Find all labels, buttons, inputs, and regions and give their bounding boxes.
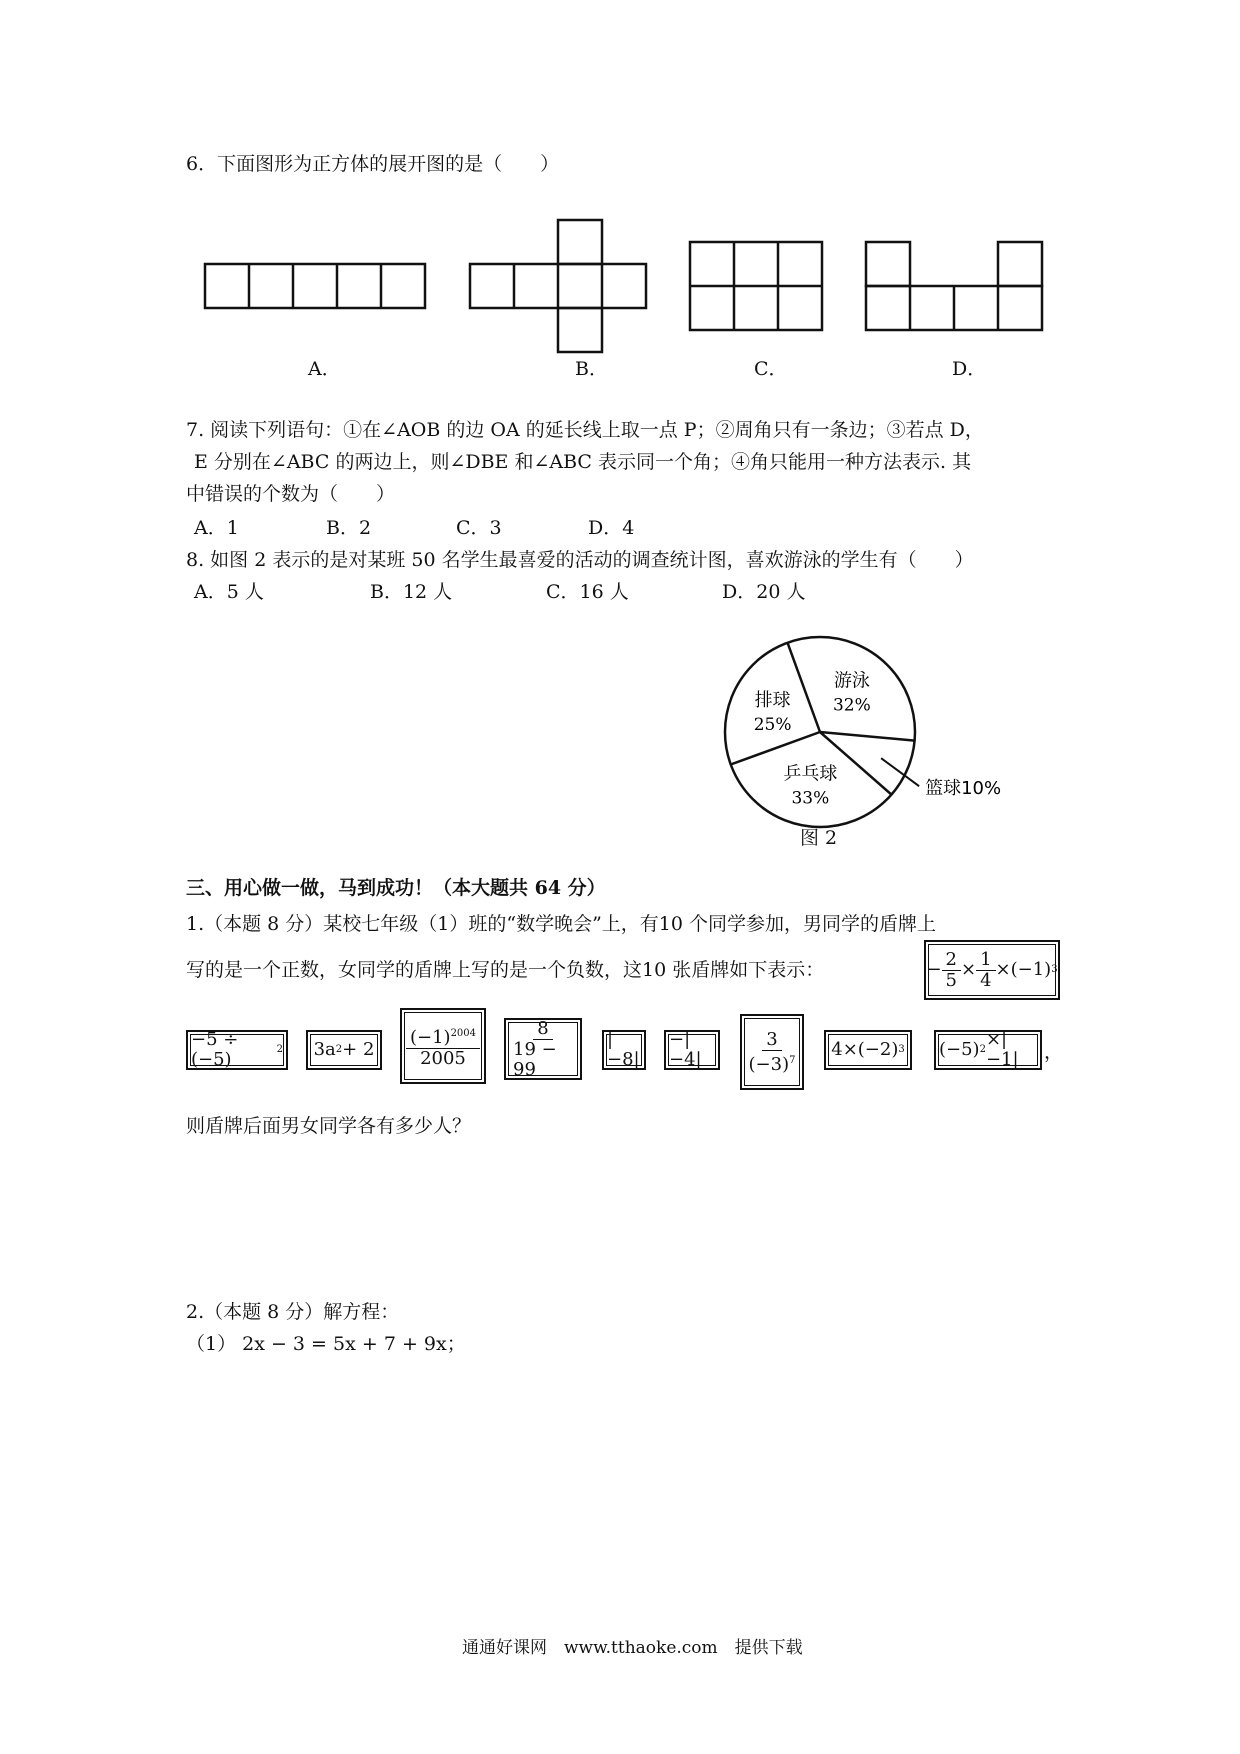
q8-option-b: B．12 人 [370,581,453,603]
footer: 通通好课网 www.tthaoke.com 提供下载 [462,1638,803,1658]
shield-card-4: $\frac{(-1)^{2004}}{2005}$ [400,1008,486,1084]
p2-line1: 2.（本题 8 分）解方程： [186,1301,400,1323]
shield-card-5: $\frac{8}{19 - 99}$ [504,1018,582,1080]
shield-card-9: 4×(−2) 3 [824,1030,912,1070]
q8-question: 8. 如图 2 表示的是对某班 50 名学生最喜爱的活动的调查统计图，喜欢游泳的学生有（ ） [186,549,974,571]
pie-slice-label: 乒乓球 [783,763,838,785]
pie-slice-boundary [820,732,915,741]
cube-nets-figure [190,210,1090,370]
shield-card-8: $\frac{3}{(-3)^7}$ [740,1014,804,1090]
q8-option-c: C．16 人 [546,581,629,603]
p1-line2: 写的是一个正数，女同学的盾牌上写的是一个负数，这10 张盾牌如下表示： [186,959,825,981]
pie-external-label: 篮球10% [925,778,1002,800]
q7-line1: 7. 阅读下列语句：①在∠AOB 的边 OA 的延长线上取一点 P；②周角只有一条边；③若点 D， [186,419,984,441]
pie-slice-label: 排球 [754,689,791,711]
q8-option-d: D．20 人 [722,581,806,603]
section-heading: 三、用心做一做，马到成功！（本大题共 64 分） [186,877,606,899]
q6-question: 6．下面图形为正方体的展开图的是（ ） [186,153,560,175]
q6-option-d: D． [952,358,987,380]
q6-option-a: A． [308,358,341,380]
net-b [470,220,646,352]
q7-option-c: C．3 [456,517,502,539]
net-d [866,242,1042,330]
q7-line3: 中错误的个数为（ ） [186,483,396,505]
q7-option-b: B．2 [326,517,372,539]
p1-question: 则盾牌后面男女同学各有多少人？ [186,1115,472,1137]
pie-chart [710,628,1050,848]
pie-slice-value: 33% [791,788,830,809]
pie-caption: 图 2 [800,827,838,849]
shield-card-3: 3a 2 + 2 [306,1030,382,1070]
q8-option-a: A．5 人 [194,581,264,603]
q7-line2: E 分别在∠ABC 的两边上，则∠DBE 和∠ABC 表示同一个角；④角只能用一种方法表示. 其 [194,451,972,473]
net-a [205,264,425,308]
shield-card-10: (−5) 2 ×|−1| [934,1030,1042,1070]
p1-line1: 1.（本题 8 分）某校七年级（1）班的“数学晚会”上，有10 个同学参加，男同学的盾牌上 [186,913,937,935]
pie-slice-boundary [731,732,820,764]
q7-option-d: D．4 [588,517,635,539]
shield-card-6: |−8| [602,1030,646,1070]
shield-card-7: −|−4| [664,1030,720,1070]
net-c [690,242,822,330]
pie-slice-label: 游泳 [833,670,870,692]
pie-slice-boundary [788,643,820,732]
pie-slice-value: 25% [753,714,792,735]
q6-option-b: B． [575,358,608,380]
q6-option-c: C． [754,358,788,380]
shield-card-2: −5 ÷ (−5) 2 [186,1030,288,1070]
p2-line2: （1） 2x − 3 = 5x + 7 + 9x； [186,1333,466,1355]
pie-slice-value: 32% [832,695,871,716]
p1-comma: ， [1044,1041,1064,1063]
shield-card-1: − $\frac{2}{5}$ × $\frac{1}{4}$ ×(−1) 3 [924,940,1060,1000]
q7-option-a: A．1 [194,517,239,539]
